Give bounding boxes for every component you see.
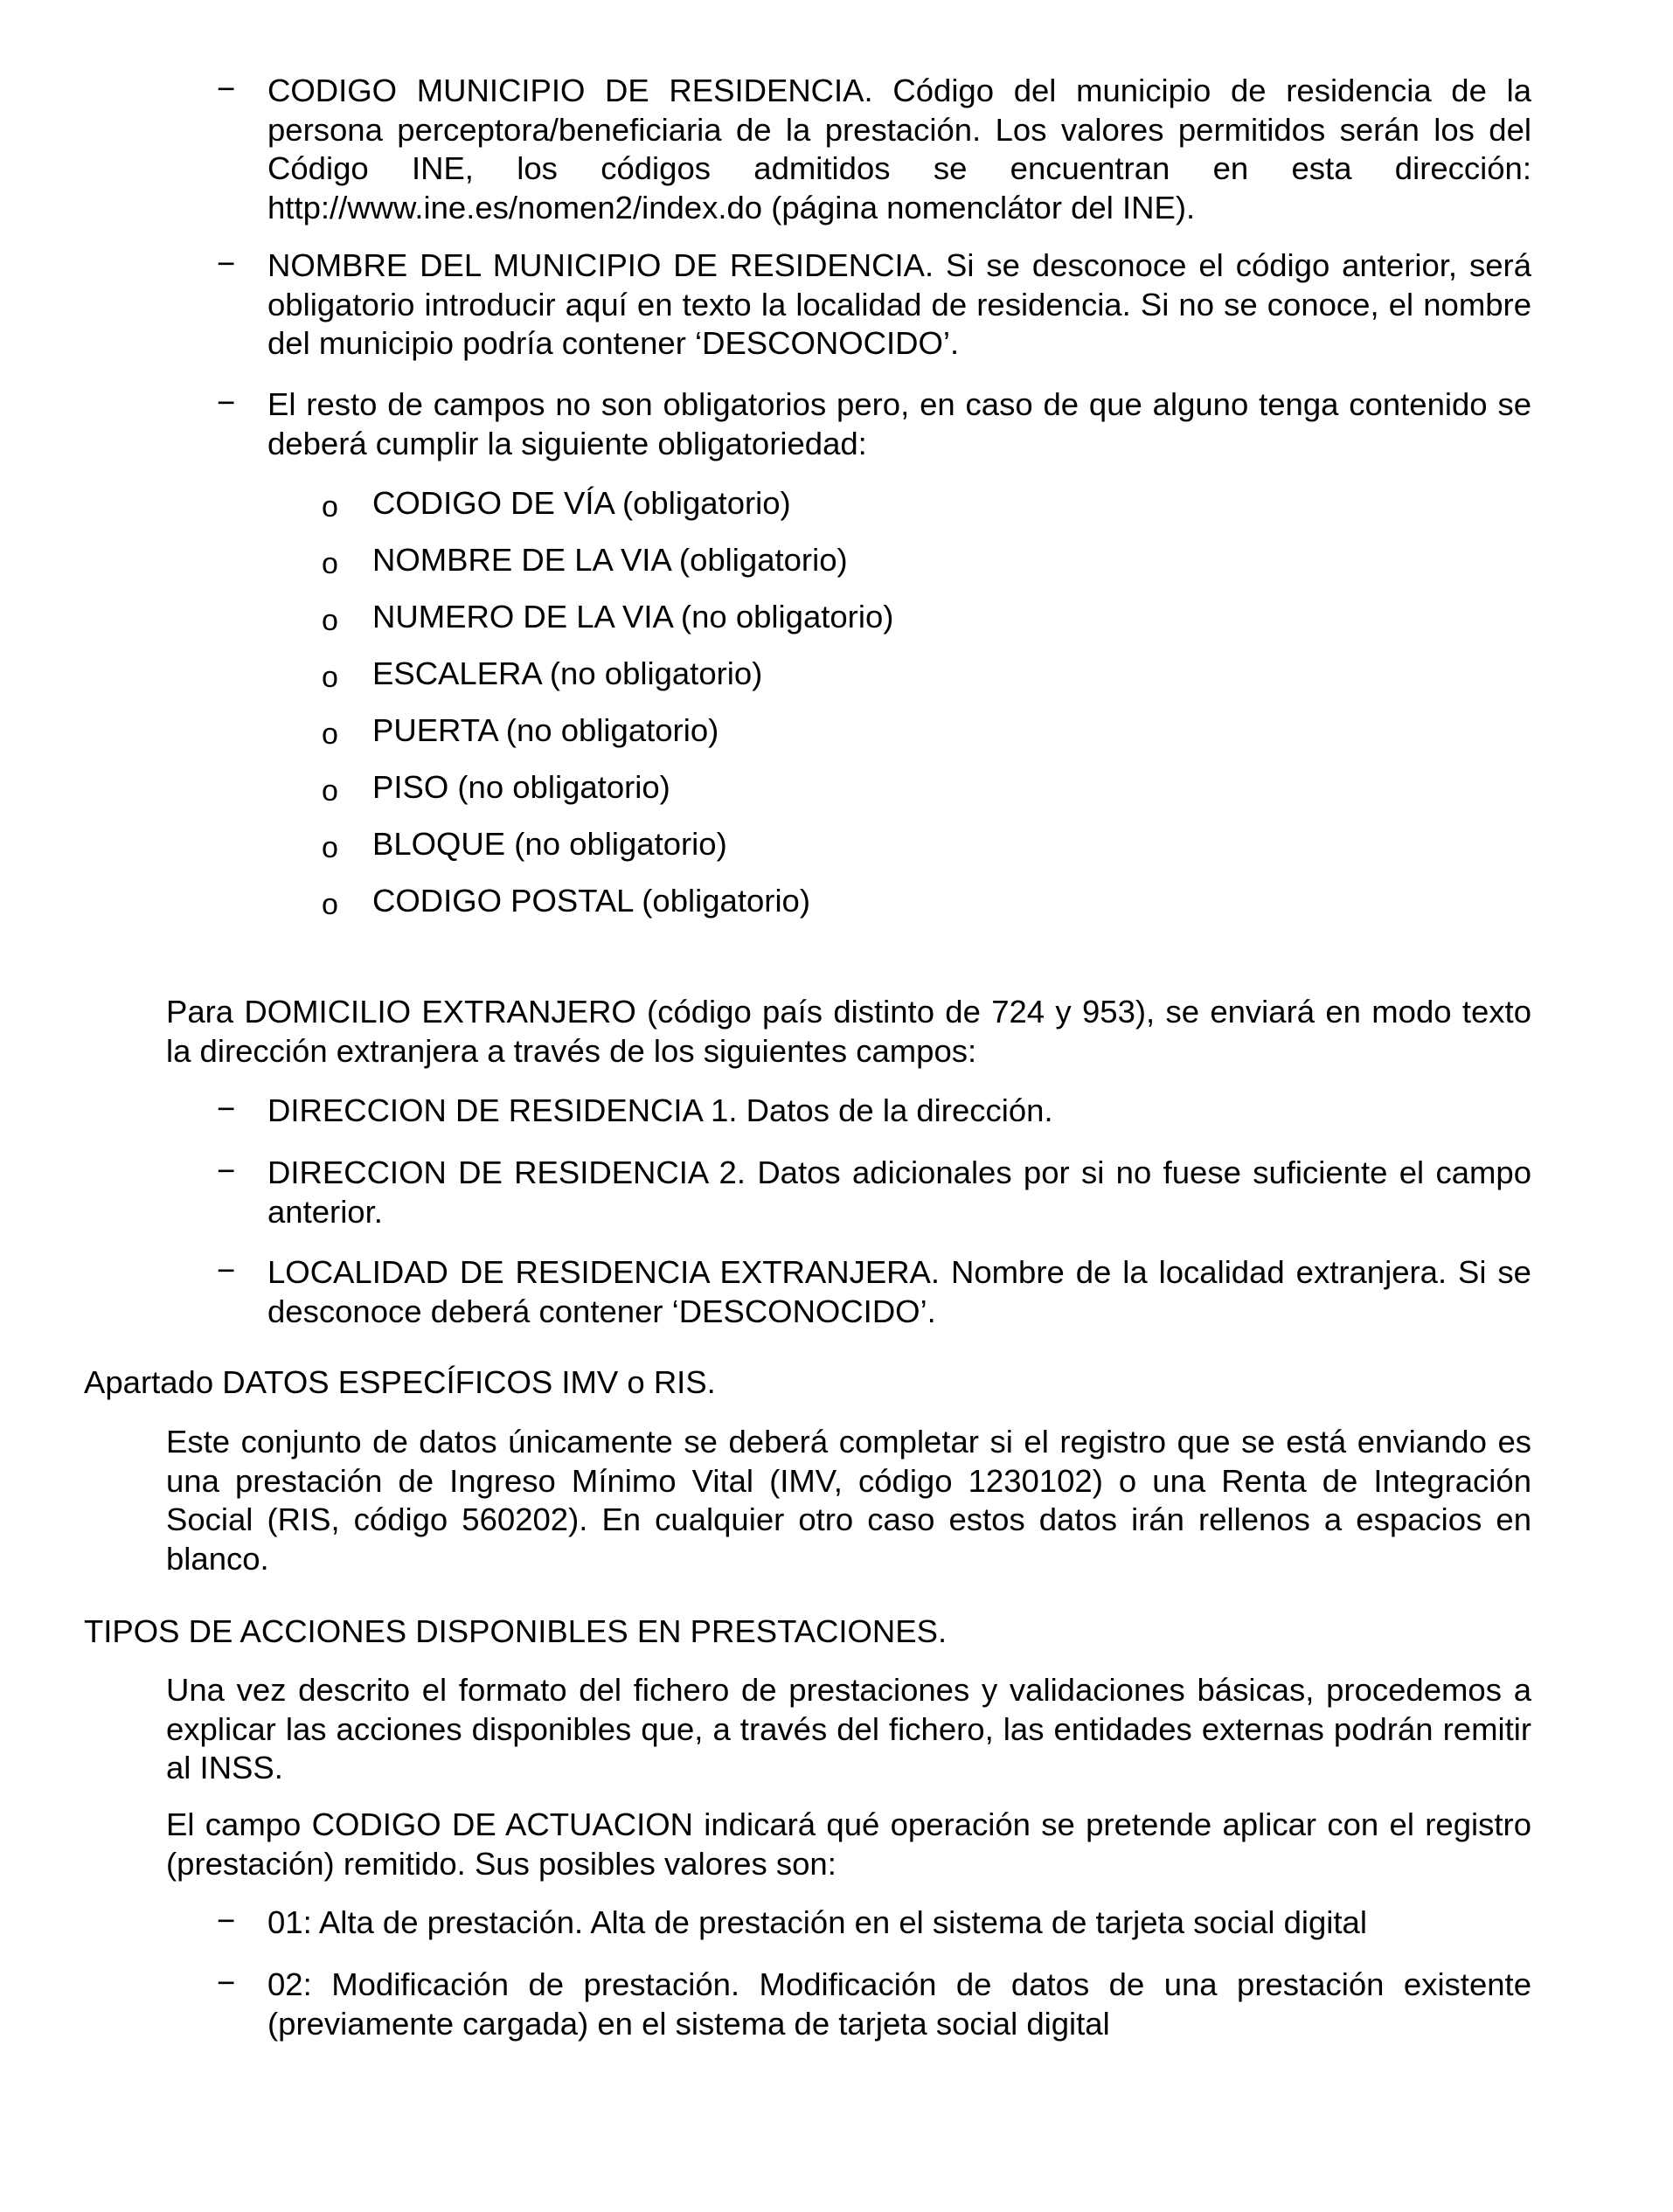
foreign-intro-paragraph: Para DOMICILIO EXTRANJERO (código país distinto de 724 y 953), se enviará en modo texto la dirección extranjera a través de los siguientes campos: xyxy=(166,994,1531,1069)
sub-list-marker: o xyxy=(322,661,338,694)
residence-item-resto-campos: El resto de campos no son obligatorios pero, en caso de que alguno tenga contenido se deberá cumplir la siguiente obligatoriedad: xyxy=(267,386,1531,461)
list-marker: − xyxy=(217,1903,236,1938)
section-actions-body-2: El campo CODIGO DE ACTUACION indicará qué operación se pretende aplicar con el registro (prestación) remitido. Sus posibles valores son: xyxy=(166,1806,1531,1882)
action-item-alta: 01: Alta de prestación. Alta de prestación en el sistema de tarjeta social digital xyxy=(267,1904,1367,1940)
sub-list-marker: o xyxy=(322,490,338,524)
list-marker: − xyxy=(217,1252,236,1288)
residence-item-municipio-nombre: NOMBRE DEL MUNICIPIO DE RESIDENCIA. Si se desconoce el código anterior, será obligatorio introducir aquí en texto la localidad de residencia. Si no se conoce, el nombre del municipio podría contener ‘DESCONOCIDO’. xyxy=(267,247,1531,361)
sub-item: CODIGO DE VÍA (obligatorio) xyxy=(372,485,791,521)
action-item-modificacion: 02: Modificación de prestación. Modificación de datos de una prestación existente (previamente cargada) en el sistema de tarjeta social digital xyxy=(267,1966,1531,2042)
sub-item: NOMBRE DE LA VIA (obligatorio) xyxy=(372,542,848,578)
sub-list-marker: o xyxy=(322,831,338,864)
list-marker: − xyxy=(217,71,236,107)
sub-list-marker: o xyxy=(322,774,338,808)
section-imv-body: Este conjunto de datos únicamente se deberá completar si el registro que se está enviando es una prestación de Ingreso Mínimo Vital (IMV, código 1230102) o una Renta de Integración Social (RIS, código 560202). En cualquier otro caso estos datos irán rellenos a espacios en blanco. xyxy=(166,1424,1531,1577)
list-marker: − xyxy=(217,1153,236,1189)
sub-item: PISO (no obligatorio) xyxy=(372,769,670,805)
sub-list-marker: o xyxy=(322,547,338,580)
residence-item-municipio-codigo: CODIGO MUNICIPIO DE RESIDENCIA. Código del municipio de residencia de la persona perceptora/beneficiaria de la prestación. Los valores permitidos serán los del Código INE, los códigos admitidos se encuentran en esta dirección: http://www.ine.es/nomen2/index.do (página nomenclátor del INE). xyxy=(267,73,1531,225)
foreign-item: DIRECCION DE RESIDENCIA 2. Datos adicionales por si no fuese suficiente el campo anterior. xyxy=(267,1155,1531,1230)
section-imv-title: Apartado DATOS ESPECÍFICOS IMV o RIS. xyxy=(84,1364,716,1400)
sub-list-marker: o xyxy=(322,718,338,751)
sub-list-marker: o xyxy=(322,888,338,921)
list-marker: − xyxy=(217,385,236,420)
sub-list-marker: o xyxy=(322,604,338,637)
foreign-item: LOCALIDAD DE RESIDENCIA EXTRANJERA. Nombre de la localidad extranjera. Si se desconoce deberá contener ‘DESCONOCIDO’. xyxy=(267,1254,1531,1329)
sub-item: NUMERO DE LA VIA (no obligatorio) xyxy=(372,599,894,634)
sub-item: BLOQUE (no obligatorio) xyxy=(372,826,727,862)
sub-item: PUERTA (no obligatorio) xyxy=(372,712,719,748)
section-actions-body-1: Una vez descrito el formato del fichero de prestaciones y validaciones básicas, procedemos a explicar las acciones disponibles que, a través del fichero, las entidades externas podrán remitir al INSS. xyxy=(166,1672,1531,1786)
sub-item: CODIGO POSTAL (obligatorio) xyxy=(372,883,811,919)
list-marker: − xyxy=(217,1965,236,2001)
section-actions-title: TIPOS DE ACCIONES DISPONIBLES EN PRESTACIONES. xyxy=(84,1613,948,1649)
list-marker: − xyxy=(217,246,236,281)
foreign-item: DIRECCION DE RESIDENCIA 1. Datos de la dirección. xyxy=(267,1092,1053,1128)
list-marker: − xyxy=(217,1091,236,1127)
sub-item: ESCALERA (no obligatorio) xyxy=(372,655,763,691)
